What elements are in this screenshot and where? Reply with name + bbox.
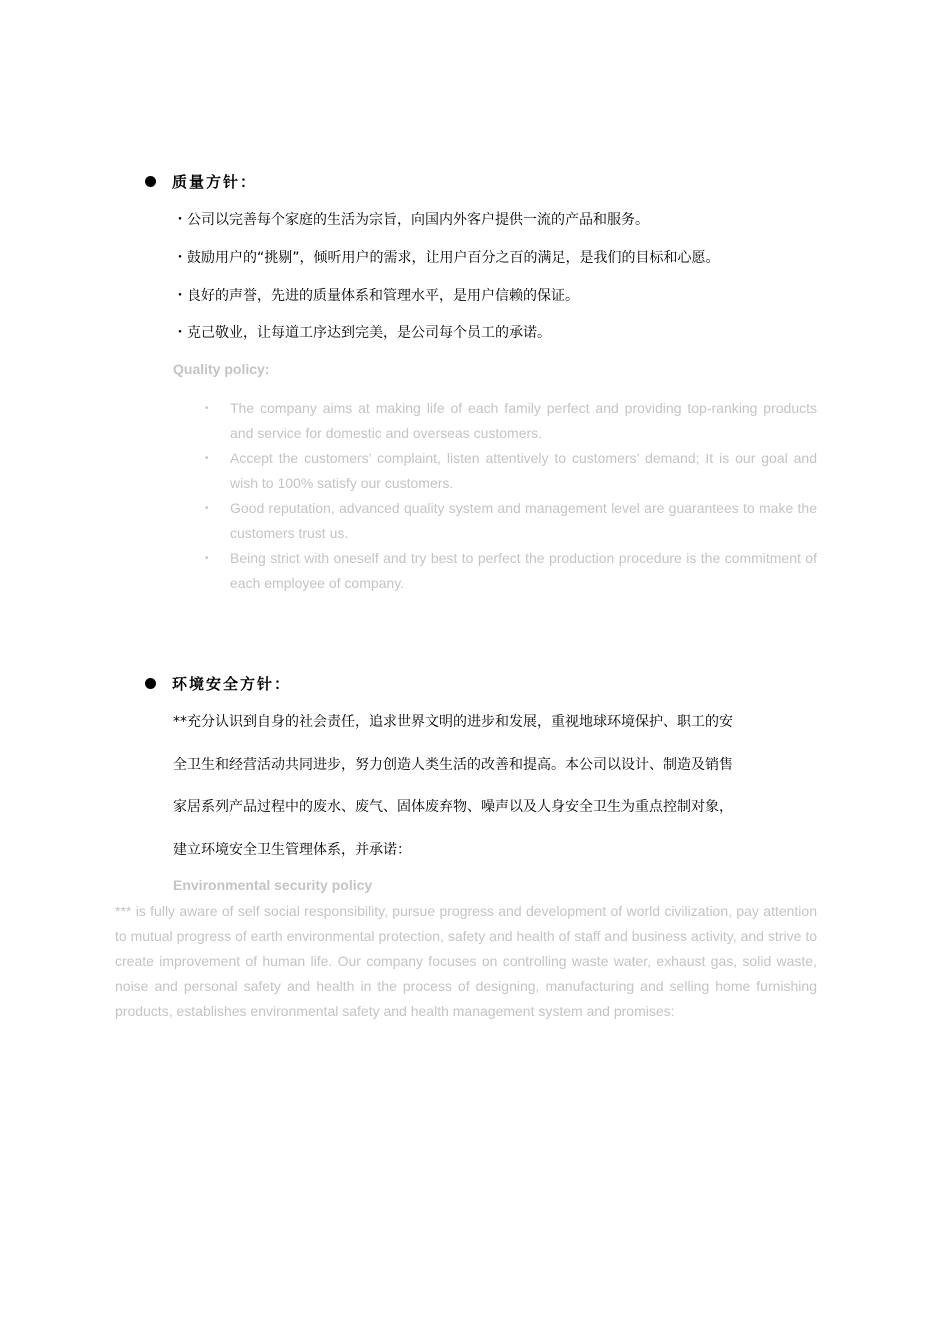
bullet-icon: • [205,503,209,514]
quality-en-list [205,396,817,596]
list-item-text: Good reputation, advanced quality system and management level are guarantees to make the customers trust us. [230,500,817,541]
environment-en-paragraph: *** is fully aware of self social responsibility, pursue progress and development of world civilization, pay attention to mutual progress of earth environmental protection, safety and health of staff and business activity, and strive to create improvement of human life. Our company focuses on controlling waste water, exhaust gas, solid waste, noise and personal safety and health in the process of designing, manufacturing and selling home furnishing products, establishes environmental safety and health management system and promises: [115,903,817,1019]
environment-line-1: **充分认识到自身的社会责任，追求世界文明的进步和发展，重视地球环境保护、职工的安 [173,714,733,730]
list-item [205,446,817,496]
environment-heading-text: 环境安全方针： [172,674,292,693]
list-item [205,496,817,546]
list-item [205,396,817,446]
bullet-dot-icon [145,678,156,689]
bullet-dot-icon [145,176,156,187]
quality-line-4: ・克己敬业，让每道工序达到完美，是公司每个员工的承诺。 [173,325,551,341]
bullet-icon: • [205,403,209,414]
bullet-icon: • [205,453,209,464]
bullet-icon: • [205,553,209,564]
quality-section-heading [145,171,257,191]
environment-line-3: 家居系列产品过程中的废水、废气、固体废弃物、噪声以及人身安全卫生为重点控制对象， [173,799,733,815]
environment-en-heading: Environmental security policy [173,877,373,893]
environment-line-4: 建立环境安全卫生管理体系，并承诺： [173,842,411,858]
quality-heading-text: 质量方针： [172,172,258,191]
list-item-text: Accept the customers’ complaint, listen attentively to customers’ demand; It is our goal and wish to 100% satisfy our customers. [230,450,817,491]
list-item [205,546,817,596]
environment-section-heading [145,673,291,693]
list-item-text: The company aims at making life of each family perfect and providing top-ranking products and service for domestic and overseas customers. [230,400,817,441]
quality-en-heading: Quality policy: [173,361,270,377]
environment-line-2: 全卫生和经营活动共同进步，努力创造人类生活的改善和提高。本公司以设计、制造及销售 [173,757,733,773]
quality-line-3: ・良好的声誉，先进的质量体系和管理水平，是用户信赖的保证。 [173,288,579,304]
list-item-text: Being strict with oneself and try best to perfect the production procedure is the commitment of each employee of company. [230,550,817,591]
quality-line-2: ・鼓励用户的“挑剔”，倾听用户的需求，让用户百分之百的满足，是我们的目标和心愿。 [173,250,720,266]
quality-line-1: ・公司以完善每个家庭的生活为宗旨，向国内外客户提供一流的产品和服务。 [173,212,649,228]
